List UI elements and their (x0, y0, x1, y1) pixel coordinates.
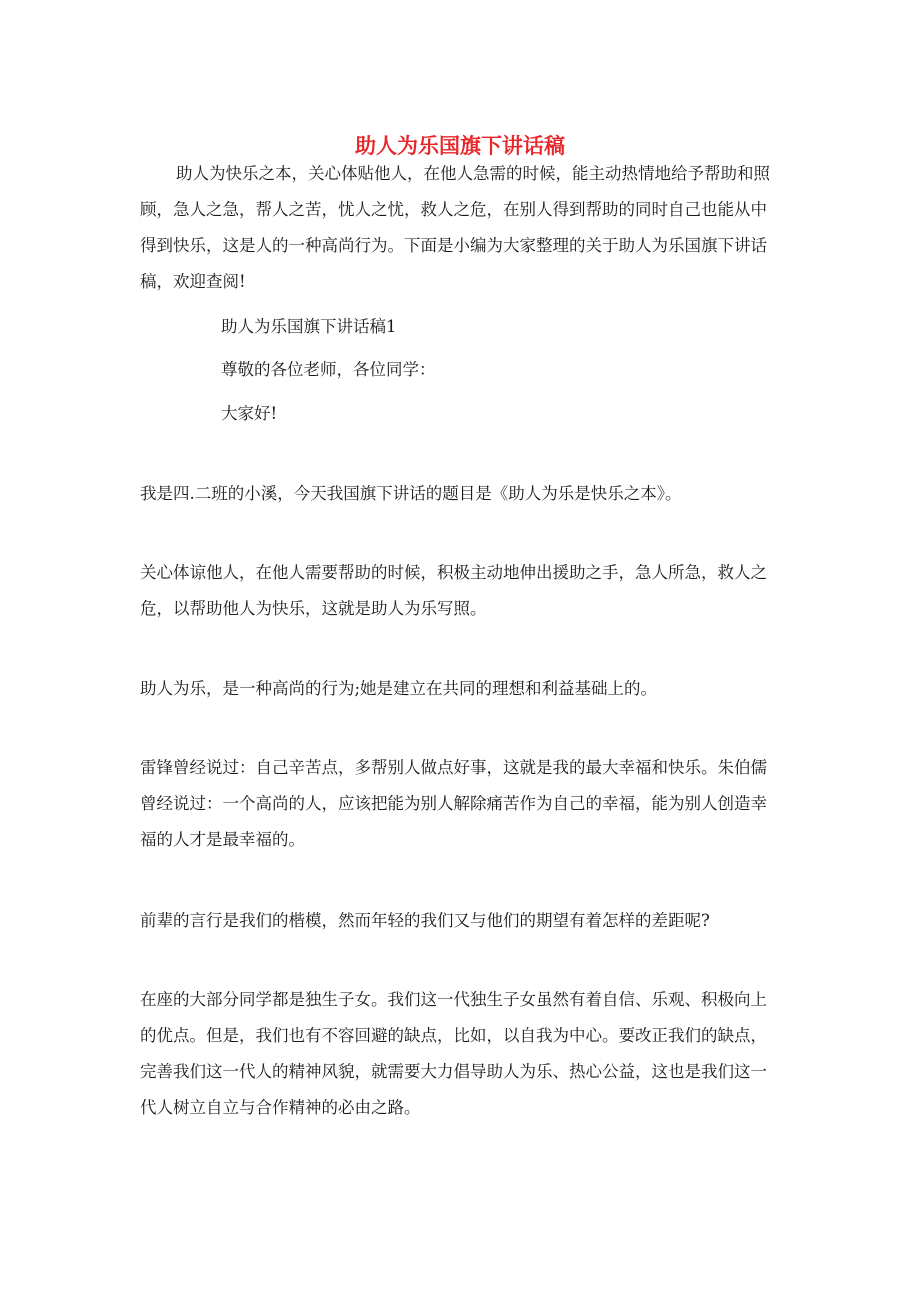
body-paragraph: 前辈的言行是我们的楷模，然而年轻的我们又与他们的期望有着怎样的差距呢? (140, 911, 710, 930)
document-title: 助人为乐国旗下讲话稿 (355, 134, 565, 159)
body-paragraph: 在座的大部分同学都是独生子女。我们这一代独生子女虽然有着自信、乐观、积极向上的优点。但是，我们也有不容回避的缺点，比如，以自我为中心。要改正我们的缺点，完善我们这一代人的精神风貌，就需要大力倡导助人为乐、热心公益，这也是我们这一代人树立自立与合作精神的必由之路。 (140, 990, 767, 1117)
body-paragraph: 雷锋曾经说过：自己辛苦点，多帮别人做点好事，这就是我的最大幸福和快乐。朱伯儒曾经说过：一个高尚的人，应该把能为别人解除痛苦作为自己的幸福，能为别人创造幸福的人才是最幸福的。 (140, 758, 767, 849)
greeting: 大家好! (221, 404, 278, 423)
intro-paragraph: 助人为快乐之本，关心体贴他人，在他人急需的时候，能主动热情地给予帮助和照顾，急人之急，帮人之苦，忧人之忧，救人之危，在别人得到帮助的同时自己也能从中得到快乐，这是人的一种高尚行为。下面是小编为大家整理的关于助人为乐国旗下讲话稿，欢迎查阅! (140, 164, 770, 291)
body-paragraph: 我是四.二班的小溪，今天我国旗下讲话的题目是《助人为乐是快乐之本》。 (140, 484, 682, 503)
body-paragraph: 关心体谅他人，在他人需要帮助的时候，积极主动地伸出援助之手，急人所急，救人之危，以帮助他人为快乐，这就是助人为乐写照。 (140, 563, 767, 618)
body-paragraph: 助人为乐，是一种高尚的行为;她是建立在共同的理想和利益基础上的。 (140, 679, 658, 698)
salutation: 尊敬的各位老师，各位同学： (221, 360, 436, 379)
speech-subtitle: 助人为乐国旗下讲话稿1 (221, 317, 397, 336)
